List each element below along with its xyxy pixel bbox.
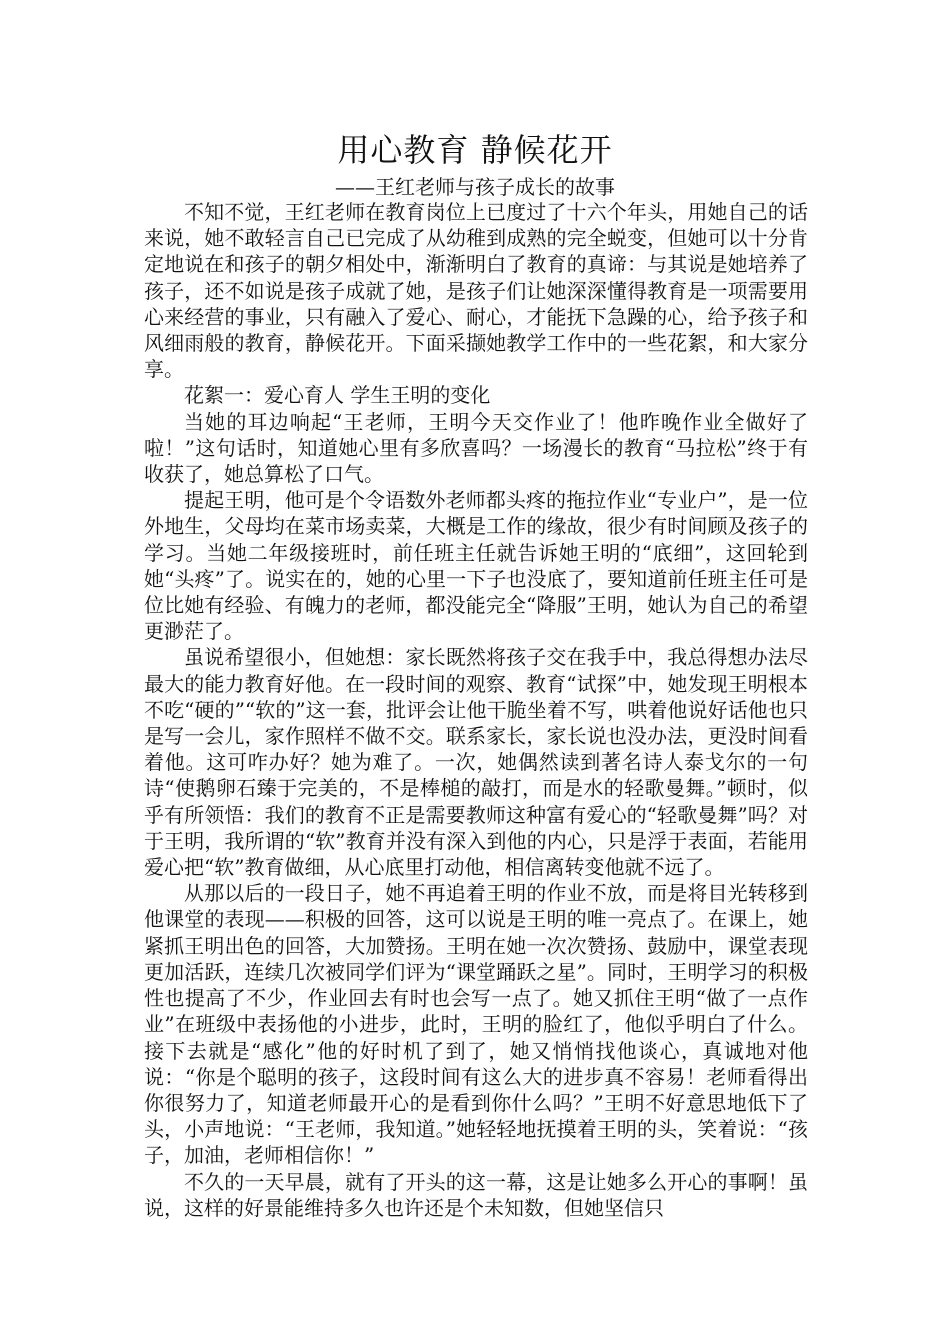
section-heading: 花絮一：爱心育人 学生王明的变化: [184, 383, 491, 408]
paragraph: 虽说希望很小，但她想：家长既然将孩子交在我手中，我总得想办法尽最大的能力教育好他。在一段时间的观察、教育“试探”中，她发现王明根本不吃“硬的”“软的”这一套，批评会让他干脆坐着不写，哄着他说好话他也只是写一会儿，家作照样不做不交。联系家长，家长说也没办法，更没时间看着他。这可咋办好？她为难了。一次，她偶然读到著名诗人泰戈尔的一句诗“使鹅卵石臻于完美的，不是棒槌的敲打，而是水的轻歌曼舞。”顿时，似乎有所领悟：我们的教育不正是需要教师这种富有爱心的“轻歌曼舞”吗？对于王明，我所谓的“软”教育并没有深入到他的内心，只是浮于表面，若能用爱心把“软”教育做细，从心底里打动他，相信离转变他就不远了。: [144, 645, 808, 880]
paragraph: 从那以后的一段日子，她不再追着王明的作业不放，而是将目光转移到他课堂的表现——积极的回答，这可以说是王明的唯一亮点了。在课上，她紧抓王明出色的回答，大加赞扬。王明在她一次次赞扬、鼓励中，课堂表现更加活跃，连续几次被同学们评为“课堂踊跃之星”。同时，王明学习的积极性也提高了不少，作业回去有时也会写一点了。她又抓住王明“做了一点作业”在班级中表扬他的小进步，此时，王明的脸红了，他似乎明白了什么。接下去就是“感化”他的好时机了到了，她又悄悄找他谈心，真诚地对他说：“你是个聪明的孩子，这段时间有这么大的进步真不容易！老师看得出你很努力了，知道老师最开心的是看到你什么吗？”王明不好意思地低下了头，小声地说：“王老师，我知道。”她轻轻地抚摸着王明的头，笑着说：“孩子，加油，老师相信你！”: [144, 881, 808, 1168]
document-title: 用心教育 静候花开: [337, 131, 613, 169]
document-body: [144, 199, 808, 1221]
paragraph: 当她的耳边响起“王老师，王明今天交作业了！他昨晚作业全做好了啦！”这句话时，知道她心里有多欣喜吗？一场漫长的教育“马拉松”终于有收获了，她总算松了口气。: [144, 409, 808, 487]
paragraph: 不久的一天早晨，就有了开头的这一幕，这是让她多么开心的事啊！虽说，这样的好景能维持多久也许还是个未知数，但她坚信只: [144, 1169, 808, 1220]
paragraph: 提起王明，他可是个令语数外老师都头疼的拖拉作业“专业户”，是一位外地生，父母均在菜市场卖菜，大概是工作的缘故，很少有时间顾及孩子的学习。当她二年级接班时，前任班主任就告诉她王明的“底细”，这回轮到她“头疼”了。说实在的，她的心里一下子也没底了，要知道前任班主任可是位比她有经验、有魄力的老师，都没能完全“降服”王明，她认为自己的希望更渺茫了。: [144, 488, 808, 644]
paragraph-intro: 不知不觉，王红老师在教育岗位上已度过了十六个年头，用她自己的话来说，她不敢轻言自己已完成了从幼稚到成熟的完全蜕变，但她可以十分肯定地说在和孩子的朝夕相处中，渐渐明白了教育的真谛：与其说是她培养了孩子，还不如说是孩子成就了她，是孩子们让她深深懂得教育是一项需要用心来经营的事业，只有融入了爱心、耐心，才能抚下急躁的心，给予孩子和风细雨般的教育，静候花开。下面采撷她教学工作中的一些花絮，和大家分享。: [144, 200, 808, 382]
document-subtitle: ——王红老师与孩子成长的故事: [335, 175, 615, 199]
